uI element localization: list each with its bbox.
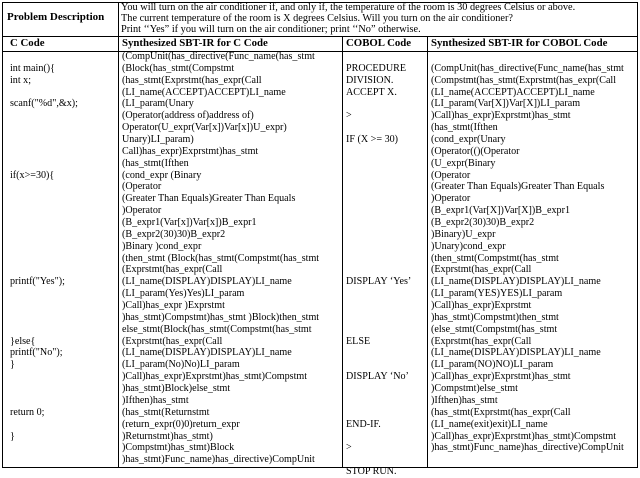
sbt-cobol-line: (LI_param(Var[X])Var[X])LI_param: [431, 98, 581, 110]
sbt-c-line: (then_stmt (Block(has_stmt(Compstmt(has_stmt: [122, 252, 320, 264]
header-sbt-cobol: Synthesized SBT-IR for COBOL Code: [431, 37, 608, 49]
sbt-c-line: )has_stmt)Compstmt)has_stmt )Block)then_stmt: [122, 311, 320, 323]
sbt-c-line: (LI_param(Yes)Yes)LI_param: [122, 288, 245, 300]
c-code-line: [10, 253, 78, 265]
cobol-code-column: [346, 51, 411, 478]
c-code-line: }else{: [10, 335, 36, 347]
cobol-code-line: DIVISION.: [346, 74, 394, 86]
c-code-line: int x;: [10, 74, 32, 86]
c-code-line: [10, 229, 78, 241]
sbt-c-line: (B_expr1(Var[x])Var[x])B_expr1: [122, 217, 257, 229]
problem-line: Print ‘‘Yes” if you will turn on the air conditioner; print ‘‘No” otherwise.: [121, 24, 421, 35]
sbt-c-line: (return_expr(0)0)return_expr: [122, 418, 240, 430]
c-code-line: [10, 158, 78, 170]
sbt-cobol-line: )Binary)U_expr: [431, 228, 496, 240]
sbt-c-line: (LI_name(DISPLAY)DISPLAY)LI_name: [122, 276, 292, 288]
sbt-cobol-line: (B_expr1(Var[X])Var[X])B_expr1: [431, 205, 571, 217]
sbt-c-line: )Returnstmt)has_stmt): [122, 430, 213, 442]
sbt-cobol-line: )Ifthen)has_stmt: [431, 394, 498, 406]
c-code-line: return 0;: [10, 406, 45, 418]
sbt-cobol-line: (Operator: [431, 169, 471, 181]
sbt-c-line: Operator(U_expr(Var[x])Var[x])U_expr): [122, 122, 287, 134]
sbt-c-line: (Greater Than Equals)Greater Than Equals: [122, 193, 296, 205]
cobol-code-line: PROCEDURE: [346, 62, 407, 74]
cobol-code-line: [346, 122, 411, 134]
c-code-line: scanf("%d",&x);: [10, 98, 78, 110]
sbt-c-line: (has_stmt(Ifthen: [122, 157, 189, 169]
cobol-code-line: DISPLAY ‘No’: [346, 371, 409, 383]
sbt-cobol-line: )Call)has_expr)Exprstmt: [431, 300, 532, 312]
cobol-code-line: ELSE: [346, 335, 371, 347]
c-code-line: [10, 324, 78, 336]
sbt-c-line: )Operator: [122, 205, 162, 217]
sbt-c-line: (LI_param(No)No)LI_param: [122, 359, 240, 371]
cobol-code-line: [346, 170, 411, 182]
sbt-c-line: (Exprstmt(has_expr(Call: [122, 264, 223, 276]
sbt-cobol-line: (LI_name(DISPLAY)DISPLAY)LI_name: [431, 276, 601, 288]
sbt-c-line: (LI_name(DISPLAY)DISPLAY)LI_name: [122, 347, 292, 359]
c-code-column: [10, 51, 78, 442]
cobol-code-line: [346, 193, 411, 205]
cobol-code-line: [346, 241, 411, 253]
cobol-code-line: >: [346, 442, 352, 454]
header-sbt-c: Synthesized SBT-IR for C Code: [122, 37, 268, 49]
cobol-code-line: [346, 217, 411, 229]
sbt-cobol-column: [431, 51, 624, 454]
sbt-cobol-line: )Operator: [431, 193, 471, 205]
sbt-cobol-line: )Call)has_expr)Exprstmt)has_stmt)Compstmt: [431, 430, 617, 442]
sbt-c-line: (Exprstmt(has_expr(Call: [122, 335, 223, 347]
cobol-code-line: [346, 300, 411, 312]
c-code-line: [10, 419, 78, 431]
cobol-code-line: STOP RUN.: [346, 466, 397, 478]
sbt-cobol-line: )Unary)cond_expr: [431, 240, 506, 252]
c-code-line: [10, 383, 78, 395]
cobol-code-line: [346, 158, 411, 170]
sbt-c-line: )Compstmt)has_stmt)Block: [122, 442, 235, 454]
c-code-line: [10, 51, 78, 63]
cobol-code-line: [346, 288, 411, 300]
cobol-code-line: [346, 264, 411, 276]
c-code-line: [10, 122, 78, 134]
c-code-line: [10, 110, 78, 122]
sbt-c-line: (has_stmt(Exprstmt(has_expr(Call: [122, 74, 262, 86]
cobol-code-line: IF (X >= 30): [346, 134, 399, 146]
sbt-c-line: Unary)LI_param): [122, 134, 194, 146]
sbt-cobol-line: (Exprstmt(has_expr(Call: [431, 264, 532, 276]
problem-line: The current temperature of the room is X degrees Celsius. Will you turn on the air conditioner?: [121, 13, 513, 24]
sbt-c-column: [122, 51, 319, 466]
sbt-cobol-line: (Exprstmt(has_expr(Call: [431, 335, 532, 347]
sbt-c-line: )Binary )cond_expr: [122, 240, 202, 252]
cobol-code-line: [346, 146, 411, 158]
sbt-c-line: )Ifthen)has_stmt: [122, 394, 189, 406]
cobol-code-line: [346, 395, 411, 407]
sbt-cobol-line: (cond_expr(Unary: [431, 134, 506, 146]
header-cobol-code: COBOL Code: [346, 37, 412, 49]
sbt-c-line: Call)has_expr)Exprstmt)has_stmt: [122, 145, 259, 157]
cobol-code-line: [346, 454, 411, 466]
c-code-line: [10, 134, 78, 146]
sbt-cobol-line: (LI_name(ACCEPT)ACCEPT)LI_name: [431, 86, 595, 98]
sbt-cobol-line: (LI_name(DISPLAY)DISPLAY)LI_name: [431, 347, 601, 359]
sbt-c-line: (cond_expr (Binary: [122, 169, 202, 181]
c-code-line: int main(){: [10, 62, 55, 74]
c-code-line: if(x>=30){: [10, 169, 55, 181]
cobol-code-line: [346, 359, 411, 371]
cobol-code-line: [346, 324, 411, 336]
sbt-c-line: (LI_name(ACCEPT)ACCEPT)LI_name: [122, 86, 286, 98]
c-code-line: [10, 264, 78, 276]
sbt-c-line: )has_stmt)Block)else_stmt: [122, 383, 231, 395]
sbt-c-line: )has_stmt)Func_name)has_directive)CompUnit: [122, 454, 315, 466]
problem-description-label: Problem Description: [7, 11, 105, 23]
sbt-cobol-line: (B_expr2(30)30)B_expr2: [431, 217, 535, 229]
c-code-line: [10, 300, 78, 312]
cobol-code-line: END-IF.: [346, 418, 381, 430]
sbt-c-line: else_stmt(Block(has_stmt(Compstmt(has_stmt: [122, 323, 312, 335]
c-code-line: [10, 193, 78, 205]
sbt-c-line: (B_expr2(30)30)B_expr2: [122, 228, 226, 240]
problem-line: You will turn on the air conditioner if, and only if, the temperature of the room is 30 degrees Celsius or above.: [121, 2, 576, 13]
cobol-code-line: [346, 431, 411, 443]
cobol-code-line: [346, 205, 411, 217]
c-code-line: [10, 312, 78, 324]
c-code-line: [10, 241, 78, 253]
c-code-line: [10, 87, 78, 99]
cobol-code-line: [346, 51, 411, 63]
sbt-cobol-line: [431, 51, 624, 63]
sbt-cobol-line: )has_stmt)Compstmt)then_stmt: [431, 311, 559, 323]
column-divider-2: [342, 36, 343, 467]
sbt-cobol-line: )Compstmt)else_stmt: [431, 383, 518, 395]
c-code-line: printf("Yes");: [10, 276, 65, 288]
sbt-c-line: (LI_param(Unary: [122, 98, 194, 110]
cobol-code-line: [346, 253, 411, 265]
column-divider-1: [118, 3, 119, 467]
sbt-c-line: (Operator(address of)address of): [122, 110, 254, 122]
cobol-code-line: >: [346, 110, 352, 122]
cobol-code-line: [346, 407, 411, 419]
c-code-line: [10, 371, 78, 383]
cobol-code-line: [346, 347, 411, 359]
sbt-c-line: (has_stmt(Returnstmt: [122, 406, 210, 418]
sbt-c-line: )Call)has_expr)Exprstmt)has_stmt)Compstmt: [122, 371, 308, 383]
cobol-code-line: ACCEPT X.: [346, 86, 397, 98]
sbt-cobol-line: (LI_param(YES)YES)LI_param: [431, 288, 563, 300]
sbt-cobol-line: (U_expr(Binary: [431, 157, 496, 169]
sbt-cobol-line: )Call)has_expr)Exprstmt)has_stmt: [431, 371, 571, 383]
sbt-c-line: (Block(has_stmt(Compstmt: [122, 62, 235, 74]
c-code-line: }: [10, 430, 15, 442]
sbt-cobol-line: )has_stmt)Func_name)has_directive)CompUnit: [431, 442, 624, 454]
c-code-line: printf("No");: [10, 347, 63, 359]
problem-description-text: [121, 2, 575, 35]
column-divider-3: [427, 36, 428, 467]
c-code-line: }: [10, 359, 15, 371]
sbt-cobol-line: (then_stmt(Compstmt(has_stmt: [431, 252, 559, 264]
cobol-code-line: [346, 98, 411, 110]
sbt-cobol-line: )Call)has_expr)Exprstmt)has_stmt: [431, 110, 571, 122]
sbt-c-line: (CompUnit(has_directive(Func_name(has_stmt: [122, 51, 315, 62]
sbt-cobol-line: (LI_param(NO)NO)LI_param: [431, 359, 554, 371]
c-code-line: [10, 217, 78, 229]
cobol-code-line: DISPLAY ‘Yes’: [346, 276, 412, 288]
c-code-line: [10, 146, 78, 158]
cobol-code-line: [346, 383, 411, 395]
c-code-line: [10, 181, 78, 193]
sbt-cobol-line: (Operator(()(Operator: [431, 145, 520, 157]
c-code-line: [10, 288, 78, 300]
cobol-code-line: [346, 229, 411, 241]
sbt-cobol-line: (has_stmt(Exprstmt(has_expr(Call: [431, 406, 571, 418]
c-code-line: [10, 205, 78, 217]
sbt-cobol-line: (Greater Than Equals)Greater Than Equals: [431, 181, 605, 193]
sbt-cobol-line: (has_stmt(Ifthen: [431, 122, 498, 134]
sbt-cobol-line: (LI_name(exit)exit)LI_name: [431, 418, 548, 430]
sbt-c-line: )Call)has_expr )Exprstmt: [122, 300, 225, 312]
cobol-code-line: [346, 181, 411, 193]
header-c-code: C Code: [10, 37, 45, 49]
sbt-cobol-line: (Compstmt(has_stmt(Exprstmt(has_expr(Call: [431, 74, 617, 86]
sbt-c-line: (Operator: [122, 181, 162, 193]
sbt-cobol-line: (else_stmt(Compstmt(has_stmt: [431, 323, 558, 335]
c-code-line: [10, 395, 78, 407]
cobol-code-line: [346, 312, 411, 324]
sbt-cobol-line: (CompUnit(has_directive(Func_name(has_stmt: [431, 62, 624, 74]
